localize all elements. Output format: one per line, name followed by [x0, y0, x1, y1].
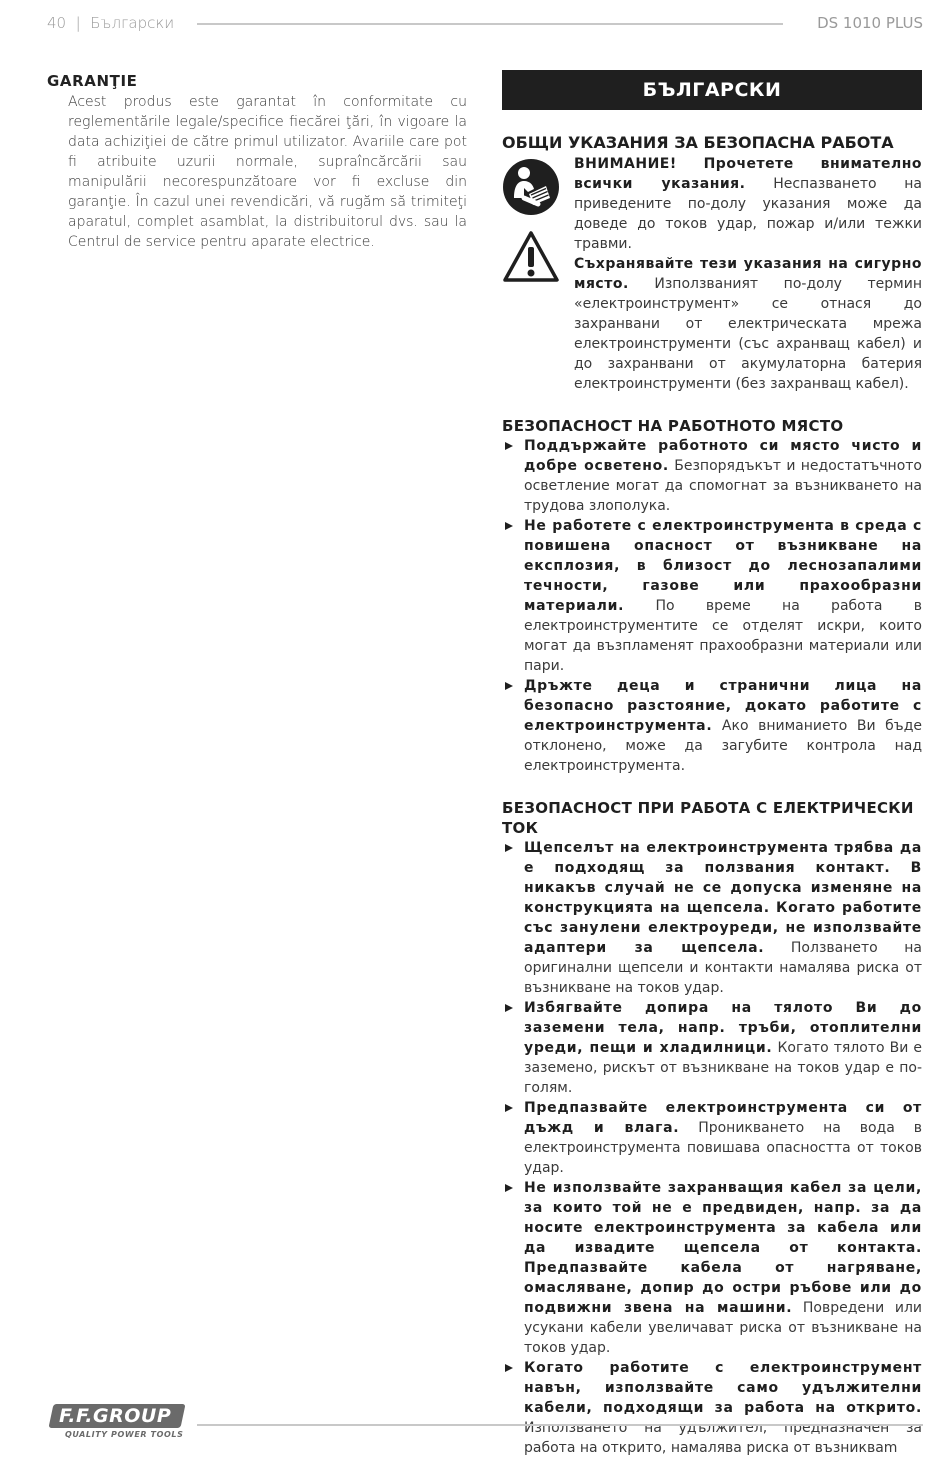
list-item: [502, 838, 922, 998]
list-item-bold: Предпазвайте електроинструмента си от дъжд и влага.: [524, 1100, 922, 1136]
electrical-list: [502, 838, 922, 1458]
list-item-bold: Не работете с електроинструмента в среда с повишена опасност от възникване на експлозия, в близост до леснозапалими течности, газове или прахообразни материали.: [524, 518, 922, 614]
list-item-bold: Избягвайте допира на тялото Ви до заземени тела, напр. тръби, отоплителни уреди, пещи и хладилници.: [524, 1000, 922, 1056]
list-item: [502, 1178, 922, 1358]
section-heading-work-area: БЕЗОПАСНОСТ НА РАБОТНОТО МЯСТО: [502, 417, 844, 435]
list-item-text: Проникването на вода в електроинструмента повишава опасността от токов удар.: [524, 1120, 922, 1176]
header-left: [47, 14, 174, 32]
section-heading-electrical: БЕЗОПАСНОСТ ПРИ РАБОТА С ЕЛЕКТРИЧЕСКИ ТОК: [502, 799, 914, 837]
left-column: [47, 72, 467, 252]
work-area-list: [502, 436, 922, 776]
intro-text: [574, 154, 922, 394]
list-item-text: Използването на удължител, предназначен за работа на открито, намалява риска от възникваm: [524, 1420, 922, 1456]
list-item: [502, 998, 922, 1098]
list-item-text: По време на работа в електроинструментите се отделят искри, които могат да възпламенят прахообразни материали или пари.: [524, 598, 922, 674]
list-item: [502, 516, 922, 676]
intro-paragraph-bold: ВНИМАНИЕ! Прочетете внимателно всички указания.: [574, 156, 922, 192]
warranty-text: Acest produs este garantat în conformitate cu reglementările legale/specifice fiecărei ţări, în vigoare la data achiziţiei de către primul utilizator. Avariile care pot fi atribuite uzurii normale, suprаîncărcării sau manipulării necorespunzătoare vor fi excluse din garanţie. În cazul unei revendicări, vă rugăm să trimiteţi aparatul, complet asamblat, la distribuitorul dvs. sau la Centrul de service pentru aparate electrice.: [68, 94, 467, 250]
intro-paragraph: [574, 154, 922, 254]
read-manual-icon: [502, 158, 560, 216]
header-separator: |: [75, 14, 81, 32]
page-header: [47, 14, 923, 36]
ffgroup-logo: [47, 1404, 187, 1440]
intro-paragraph-bold: Съхранявайте тези указания на сигурно място.: [574, 256, 922, 292]
intro-paragraph: [574, 254, 922, 394]
warranty-title: GARANŢIE: [47, 72, 138, 90]
intro-block: [502, 154, 922, 394]
list-item-bold: Щепселът на електроинструмента трябва да е подходящ за ползвания контакт. В никакъв случай не се допуска изменяне на конструкцията на щепсела. Когато работите със занулени електроуреди, не използвайте адаптери за щепсела.: [524, 840, 922, 956]
list-item: [502, 676, 922, 776]
main-heading: ОБЩИ УКАЗАНИЯ ЗА БЕЗОПАСНА РАБОТА: [502, 133, 894, 152]
header-model: DS 1010 PLUS: [817, 14, 923, 32]
intro-paragraph-text: Използваният по-долу термин «електроинструмент» се отнася до захранвани от електрическата мрежа електроинструменти (със ахранващ кабел) и до захранвани от акумулаторна батерия електроинструменти (без захранващ кабел).: [574, 276, 922, 392]
list-item-bold: Не използвайте захранващия кабел за цели, за които той не е предвиден, напр. за да носите електроинструмента за кабела или да извадите щепсела от контакта. Предпазвайте кабела от нагряване, омасляване, допир до остри ръбове или до подвижни звена на машини.: [524, 1180, 922, 1316]
header-language: Български: [90, 14, 175, 32]
page-footer: [47, 1404, 923, 1444]
list-item-text: Повредени или усукани кабели увеличават риска от възникване на токов удар.: [524, 1300, 922, 1356]
list-item-text: Ползването на оригинални щепсели и контакти намалява риска от възникване на токов удар.: [524, 940, 923, 996]
list-item-bold: Поддържайте работното си място чисто и добре осветено.: [524, 438, 922, 474]
header-rule: [197, 23, 783, 25]
list-item: [502, 436, 922, 516]
language-banner: БЪЛГАРСКИ: [502, 70, 922, 110]
list-item: [502, 1098, 922, 1178]
list-item-text: Ако вниманието Ви бъде отклонено, може да загубите контрола над електроинструмента.: [524, 718, 922, 774]
logo-tagline: QUALITY POWER TOOLS: [65, 1430, 184, 1439]
intro-icons: [502, 158, 560, 284]
right-column: [502, 70, 922, 1458]
warning-triangle-icon: [502, 230, 560, 284]
list-item-text: Безпорядъкът и недостатъчното осветление могат да спомогнат за възникването на трудова злополука.: [524, 458, 922, 514]
list-item-bold: Дръжте деца и странични лица на безопасно разстояние, докато работите с електроинструмента.: [524, 678, 922, 734]
logo-text: F.F.GROUP: [59, 1405, 172, 1427]
page-number: 40: [47, 14, 67, 32]
intro-paragraph-text: Неспазването на приведените по-долу указания може да доведе до токов удар, пожар и/или тежки травми.: [574, 176, 922, 252]
list-item-bold: Когато работите с електроинструмент навън, използвайте само удължителни кабели, подходящи за работа на открито.: [524, 1360, 922, 1416]
footer-rule: [197, 1424, 923, 1426]
list-item-text: Когато тялото Ви е заземено, рискът от възникване на токов удар е по-голям.: [524, 1040, 922, 1096]
